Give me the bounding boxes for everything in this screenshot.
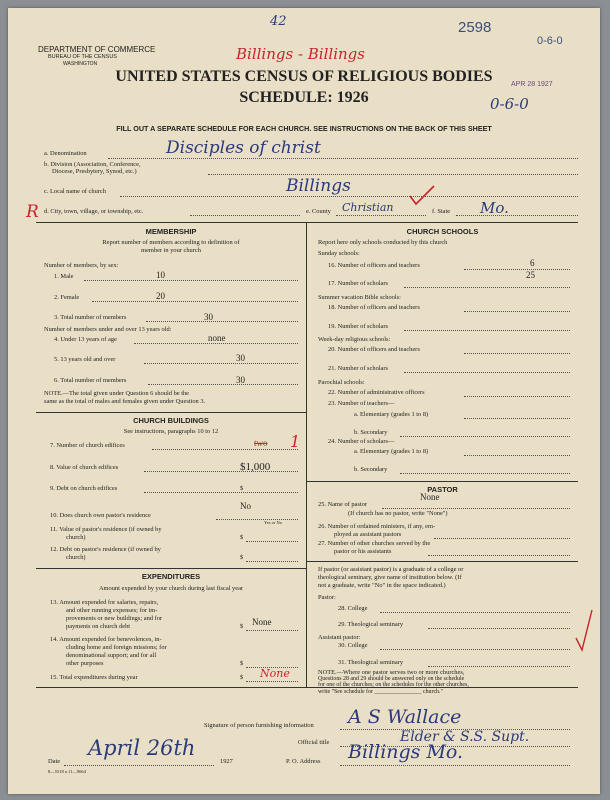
form-code: 8—5518 a 11—9664 xyxy=(48,769,86,774)
received-stamp: APR 28 1927 xyxy=(511,81,553,88)
expenditures-heading: EXPENDITURES xyxy=(141,572,201,581)
division-line xyxy=(208,174,578,175)
q26-label-2: ployed as assistant pastors xyxy=(334,531,402,538)
q25-hint: (If church has no pastor, write "None") xyxy=(348,510,448,517)
q11-label: 11. Value of pastor's residence (if owned by xyxy=(50,526,162,533)
q25-value: None xyxy=(420,492,440,502)
instruction-line: FILL OUT A SEPARATE SCHEDULE FOR EACH CHURCH. SEE INSTRUCTIONS ON THE BACK OF THIS SHEET xyxy=(116,124,492,133)
q26-line xyxy=(434,538,570,539)
q13-dollar: $ xyxy=(240,623,244,630)
assistant-sub-label: Assistant pastor: xyxy=(318,634,361,641)
q24a-line xyxy=(464,455,570,456)
q28-label: 28. College xyxy=(338,605,368,612)
q13-value: None xyxy=(252,617,272,627)
q31-label: 31. Theological seminary xyxy=(338,659,404,666)
q1-line xyxy=(84,280,298,281)
q17-value: 25 xyxy=(526,270,535,280)
q13-label-4: payments on church debt xyxy=(66,623,131,630)
po-address-label: P. O. Address xyxy=(286,758,321,765)
dept-line3: WASHINGTON xyxy=(63,61,98,67)
code-second: 0-6-0 xyxy=(490,95,529,113)
q24b-label: b. Secondary xyxy=(354,466,388,473)
q18-label: 18. Number of officers and teachers xyxy=(328,304,420,311)
city-line xyxy=(190,215,300,216)
grad-note: If pastor (or assistant pastor) is a graduate of a college or xyxy=(318,566,464,573)
q15-value: None xyxy=(260,667,290,680)
q6-value: 30 xyxy=(236,375,245,385)
q8-line xyxy=(144,471,298,472)
q25-line xyxy=(382,508,570,509)
q16-label: 16. Number of officers and teachers xyxy=(328,262,420,269)
q30-line xyxy=(380,649,570,650)
q9-value: $ xyxy=(240,485,244,492)
q5-label: 5. 13 years old and over xyxy=(54,356,116,363)
denomination-value: Disciples of christ xyxy=(166,138,321,158)
membership-intro-2: member in your church xyxy=(141,247,201,254)
section-rule-bottom xyxy=(36,687,578,688)
q22-label: 22. Number of administrative officers xyxy=(328,389,425,396)
q4-label: 4. Under 13 years of age xyxy=(54,336,117,343)
denomination-line xyxy=(108,158,578,159)
grad-note-3: not a graduate, write "No" in the space indicated.) xyxy=(318,582,446,589)
q14-label-3: denominational support; and for all xyxy=(66,652,157,659)
expenditures-rule xyxy=(36,568,306,569)
q1-value: 10 xyxy=(156,270,165,280)
q23b-line xyxy=(400,436,570,437)
division-label-2: Diocese, Presbytery, Synod, etc.) xyxy=(52,168,137,175)
q7-line xyxy=(152,449,298,450)
state-value: Mo. xyxy=(480,199,509,217)
q12-label: 12. Debt on pastor's residence (if owned by xyxy=(50,546,161,553)
q17-label: 17. Number of scholars xyxy=(328,280,388,287)
q20-label: 20. Number of officers and teachers xyxy=(328,346,420,353)
q11-line xyxy=(246,541,298,542)
po-address-value: Billings Mo. xyxy=(348,741,464,763)
schools-heading: CHURCH SCHOOLS xyxy=(406,227,479,236)
pastor-heading: PASTOR xyxy=(427,485,458,494)
stamp-number: 2598 xyxy=(458,19,492,36)
q27-label-2: pastor or his assistants xyxy=(334,548,392,555)
q14-label: 14. Amount expended for benevolences, in- xyxy=(50,636,162,643)
q29-label: 29. Theological seminary xyxy=(338,621,404,628)
q6-label: 6. Total number of members xyxy=(54,377,127,384)
church-name-line xyxy=(120,196,578,197)
age-intro: Number of members under and over 13 years old: xyxy=(44,326,172,333)
column-divider xyxy=(306,222,307,687)
q3-value: 30 xyxy=(204,312,213,322)
q13-label-2: and other running expenses; for im- xyxy=(66,607,158,614)
q24b-line xyxy=(400,473,570,474)
q23-label: 23. Number of teachers— xyxy=(328,400,395,407)
q8-value: $1,000 xyxy=(240,461,271,473)
form-title: UNITED STATES CENSUS OF RELIGIOUS BODIES xyxy=(115,68,493,85)
q13-label-3: provements or new buildings; and for xyxy=(66,615,163,622)
q12-line xyxy=(246,561,298,562)
church-name-value: Billings xyxy=(286,176,351,196)
q4-value: none xyxy=(208,333,226,343)
q23a-line xyxy=(464,418,570,419)
q13-line xyxy=(246,630,298,631)
red-annotation: Billings - Billings xyxy=(236,45,365,63)
q3-line xyxy=(146,321,298,322)
q29-line xyxy=(428,628,570,629)
q7-value: two xyxy=(254,438,268,448)
state-label: f. State xyxy=(432,208,451,215)
q8-label: 8. Value of church edifices xyxy=(50,464,119,471)
q3-label: 3. Total number of members xyxy=(54,314,127,321)
pastor-rule xyxy=(307,481,578,482)
county-label: e. County xyxy=(306,208,331,215)
q5-value: 30 xyxy=(236,353,245,363)
q22-line xyxy=(464,396,570,397)
q31-line xyxy=(428,666,570,667)
pastor-note-4: write "See schedule for ________________ church." xyxy=(318,689,443,695)
q24-label: 24. Number of scholars— xyxy=(328,438,395,445)
q14-label-2: cluding home and foreign missions; for xyxy=(66,644,167,651)
pastor-note: NOTE.—Where one pastor serves two or more churches, xyxy=(318,669,465,676)
official-title-value: Elder & S.S. Supt. xyxy=(400,729,530,745)
code-top: 0-6-0 xyxy=(537,35,563,47)
pastor-sub-label: Pastor: xyxy=(318,594,336,601)
section-rule xyxy=(36,222,578,223)
county-line xyxy=(336,215,426,216)
parochial-label: Parochial schools: xyxy=(318,379,365,386)
schools-intro: Report here only schools conducted by this church xyxy=(318,239,448,246)
q16-line xyxy=(464,269,570,270)
q28-line xyxy=(380,612,570,613)
summer-label: Summer vacation Bible schools: xyxy=(318,294,401,301)
schedule-title: SCHEDULE: 1926 xyxy=(239,89,369,106)
city-label: d. City, town, village, or township, etc. xyxy=(44,208,144,215)
membership-note-2: same as the total of males and females given under Question 3. xyxy=(44,398,206,405)
q12-label-2: church) xyxy=(66,554,86,561)
by-sex-label: Number of members, by sex: xyxy=(44,262,119,269)
official-title-label: Official title xyxy=(298,739,330,746)
q15-dollar: $ xyxy=(240,674,244,681)
grad-note-2: theological seminary, give name of institution below. (If xyxy=(318,574,462,581)
graduate-rule xyxy=(307,561,578,562)
dept-line2: BUREAU OF THE CENSUS xyxy=(48,54,117,60)
buildings-heading: CHURCH BUILDINGS xyxy=(133,416,209,425)
buildings-rule xyxy=(36,412,306,413)
county-value: Christian xyxy=(342,201,394,214)
q23a-label: a. Elementary (grades 1 to 8) xyxy=(354,411,429,418)
q23b-label: b. Secondary xyxy=(354,429,388,436)
denomination-label: a. Denomination xyxy=(44,150,87,157)
date-label: Date xyxy=(48,758,61,765)
membership-note: NOTE.—The total given under Question 6 should be the xyxy=(44,390,190,397)
red-check-icon xyxy=(408,184,436,206)
po-address-line xyxy=(340,765,570,766)
q2-value: 20 xyxy=(156,291,165,301)
q17-line xyxy=(404,287,570,288)
q14-dollar: $ xyxy=(240,660,244,667)
q5-line xyxy=(144,363,298,364)
q6-line xyxy=(148,384,298,385)
dept-line1: DEPARTMENT OF COMMERCE xyxy=(38,45,156,54)
q21-label: 21. Number of scholars xyxy=(328,365,388,372)
q15-label: 15. Total expenditures during year xyxy=(50,674,138,681)
q1-label: 1. Male xyxy=(54,273,74,280)
q10-value: No xyxy=(240,501,251,511)
pastor-note-3: for one of the churches; on the schedules for the other churches, xyxy=(318,682,469,688)
q19-label: 19. Number of scholars xyxy=(328,323,388,330)
q16-value: 6 xyxy=(530,258,535,268)
q18-line xyxy=(464,311,570,312)
q9-line xyxy=(144,492,298,493)
q13-label: 13. Amount expended for salaries, repairs, xyxy=(50,599,159,606)
q24a-label: a. Elementary (grades 1 to 8) xyxy=(354,448,429,455)
q10-label: 10. Does church own pastor's residence xyxy=(50,512,151,519)
q10-hint: Yes or No xyxy=(264,520,283,525)
q27-label: 27. Number of other churches served by the xyxy=(318,540,431,547)
census-schedule-page xyxy=(8,8,600,794)
expenditures-sub: Amount expended by your church during last fiscal year xyxy=(98,585,244,592)
year-label: 1927 xyxy=(220,758,233,765)
signature-label: Signature of person furnishing information xyxy=(204,722,314,729)
q11-label-2: church) xyxy=(66,534,86,541)
state-line xyxy=(456,215,578,216)
q14-label-4: other purposes xyxy=(66,660,104,667)
weekday-label: Week-day religious schools: xyxy=(318,336,391,343)
top-number: 42 xyxy=(270,14,287,29)
division-label: b. Division (Association, Conference, xyxy=(44,161,141,168)
q25-label: 25. Name of pastor xyxy=(318,501,367,508)
q10-line xyxy=(216,519,298,520)
q15-line xyxy=(246,681,298,682)
membership-heading: MEMBERSHIP xyxy=(145,227,197,236)
sunday-label: Sunday schools: xyxy=(318,250,360,257)
q26-label: 26. Number of ordained ministers, if any, em- xyxy=(318,523,436,530)
margin-mark: R xyxy=(26,202,39,222)
q11-dollar: $ xyxy=(240,534,244,541)
q12-dollar: $ xyxy=(240,554,244,561)
church-name-label: c. Local name of church xyxy=(44,188,106,195)
q27-line xyxy=(428,555,570,556)
signature-value: A S Wallace xyxy=(348,706,462,728)
q19-line xyxy=(404,330,570,331)
q9-label: 9. Debt on church edifices xyxy=(50,485,118,492)
pastor-note-2: Questions 28 and 29 should be answered only on the schedule xyxy=(318,676,465,682)
q7-correction: 1 xyxy=(290,432,301,451)
q20-line xyxy=(464,353,570,354)
red-check-icon xyxy=(574,608,594,652)
q4-line xyxy=(134,343,298,344)
membership-intro: Report number of members according to definition of xyxy=(102,239,240,246)
date-value: April 26th xyxy=(88,736,196,760)
q7-label: 7. Number of church edifices xyxy=(50,442,125,449)
q2-line xyxy=(92,301,298,302)
date-line xyxy=(64,765,214,766)
q30-label: 30. College xyxy=(338,642,368,649)
buildings-sub: See instructions, paragraphs 10 to 12 xyxy=(123,428,219,435)
q2-label: 2. Female xyxy=(54,294,80,301)
q21-line xyxy=(404,372,570,373)
